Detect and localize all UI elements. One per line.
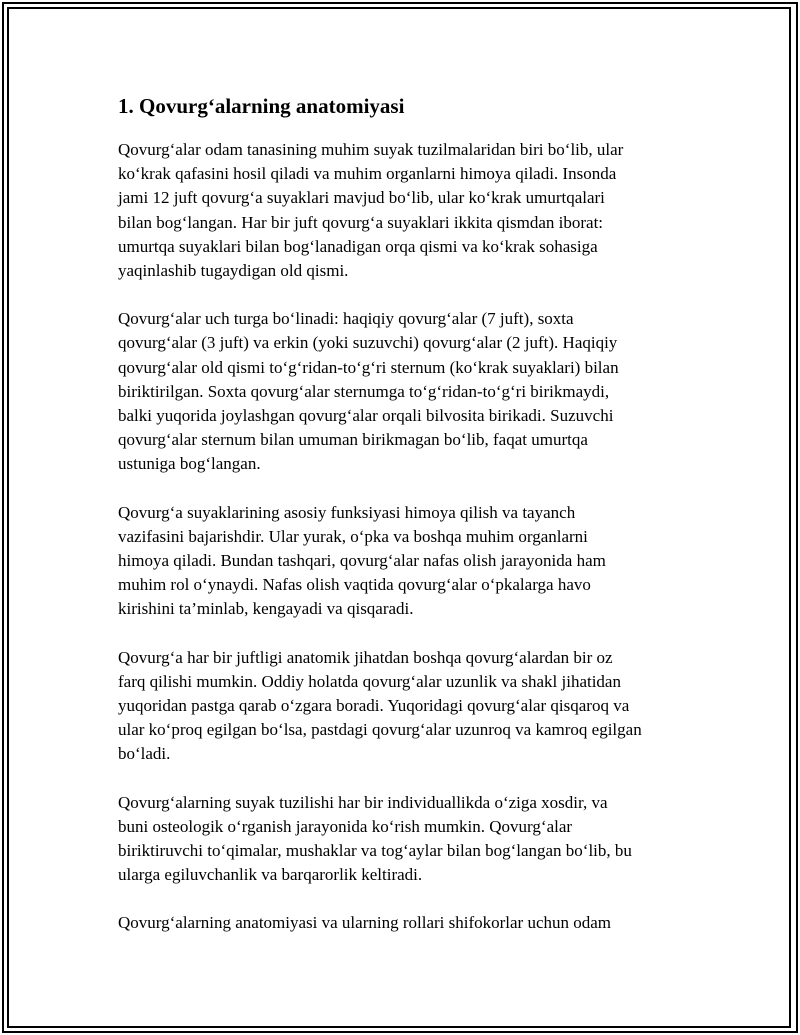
- document-body: [118, 92, 698, 960]
- section-heading: 1. Qovurg‘alarning anatomiyasi: [118, 94, 405, 118]
- paragraph-line: bilan bog‘langan. Har bir juft qovurg‘a suyaklari ikkita qismdan iborat:: [118, 212, 604, 232]
- paragraph-line: bo‘ladi.: [118, 744, 171, 764]
- paragraph: [118, 646, 698, 767]
- paragraph-line: Qovurg‘a har bir juftligi anatomik jihatdan boshqa qovurg‘alardan bir oz: [118, 647, 613, 667]
- paragraph-line: biriktiruvchi to‘qimalar, mushaklar va tog‘aylar bilan bog‘langan bo‘lib, bu: [118, 841, 632, 861]
- paragraph-line: buni osteologik o‘rganish jarayonida ko‘rish mumkin. Qovurg‘alar: [118, 816, 573, 836]
- paragraph-line: himoya qiladi. Bundan tashqari, qovurg‘alar nafas olish jarayonida ham: [118, 551, 606, 571]
- paragraph-line: ko‘krak qafasini hosil qiladi va muhim organlarni himoya qiladi. Insonda: [118, 164, 617, 184]
- paragraph-line: qovurg‘alar old qismi to‘g‘ridan-to‘g‘ri sternum (ko‘krak suyaklari) bilan: [118, 357, 619, 377]
- paragraph-line: jami 12 juft qovurg‘a suyaklari mavjud bo‘lib, ular ko‘krak umurtqalari: [118, 188, 605, 208]
- paragraph-line: ularga egiluvchanlik va barqarorlik keltiradi.: [118, 865, 423, 885]
- paragraph-line: vazifasini bajarishdir. Ular yurak, o‘pka va boshqa muhim organlarni: [118, 526, 588, 546]
- paragraph: [118, 791, 698, 888]
- paragraph-line: Qovurg‘alar uch turga bo‘linadi: haqiqiy qovurg‘alar (7 juft), soxta: [118, 309, 574, 329]
- paragraph: [118, 307, 698, 476]
- paragraph: [118, 138, 698, 283]
- paragraph-line: qovurg‘alar sternum bilan umuman birikmagan bo‘lib, faqat umurtqa: [118, 430, 588, 450]
- paragraph-line: Qovurg‘alar odam tanasining muhim suyak tuzilmalaridan biri bo‘lib, ular: [118, 140, 624, 159]
- paragraph-line: kirishini ta’minlab, kengayadi va qisqaradi.: [118, 599, 414, 619]
- paragraph-line: balki yuqorida joylashgan qovurg‘alar orqali bilvosita birikadi. Suzuvchi: [118, 406, 614, 426]
- paragraph-line: farq qilishi mumkin. Oddiy holatda qovurg‘alar uzunlik va shakl jihatidan: [118, 671, 621, 691]
- paragraph-line: biriktirilgan. Soxta qovurg‘alar sternumga to‘g‘ridan-to‘g‘ri birikmaydi,: [118, 381, 610, 401]
- paragraph-line: muhim rol o‘ynaydi. Nafas olish vaqtida qovurg‘alar o‘pkalarga havo: [118, 575, 591, 595]
- paragraph-line: umurtqa suyaklari bilan bog‘lanadigan orqa qismi va ko‘krak sohasiga: [118, 236, 598, 256]
- paragraph: [118, 911, 698, 935]
- paragraph-line: Qovurg‘alarning anatomiyasi va ularning rollari shifokorlar uchun odam: [118, 913, 612, 933]
- paragraph: [118, 501, 698, 622]
- paragraph-line: Qovurg‘a suyaklarining asosiy funksiyasi himoya qilish va tayanch: [118, 502, 576, 522]
- paragraph-line: ustuniga bog‘langan.: [118, 454, 261, 474]
- paragraph-line: ular ko‘proq egilgan bo‘lsa, pastdagi qovurg‘alar uzunroq va kamroq egilgan: [118, 720, 642, 740]
- paragraph-line: yuqoridan pastga qarab o‘zgara boradi. Yuqoridagi qovurg‘alar qisqaroq va: [118, 696, 630, 716]
- paragraph-line: Qovurg‘alarning suyak tuzilishi har bir individuallikda o‘ziga xosdir, va: [118, 792, 608, 812]
- paragraph-line: qovurg‘alar (3 juft) va erkin (yoki suzuvchi) qovurg‘alar (2 juft). Haqiqiy: [118, 333, 618, 353]
- paragraph-line: yaqinlashib tugaydigan old qismi.: [118, 261, 349, 281]
